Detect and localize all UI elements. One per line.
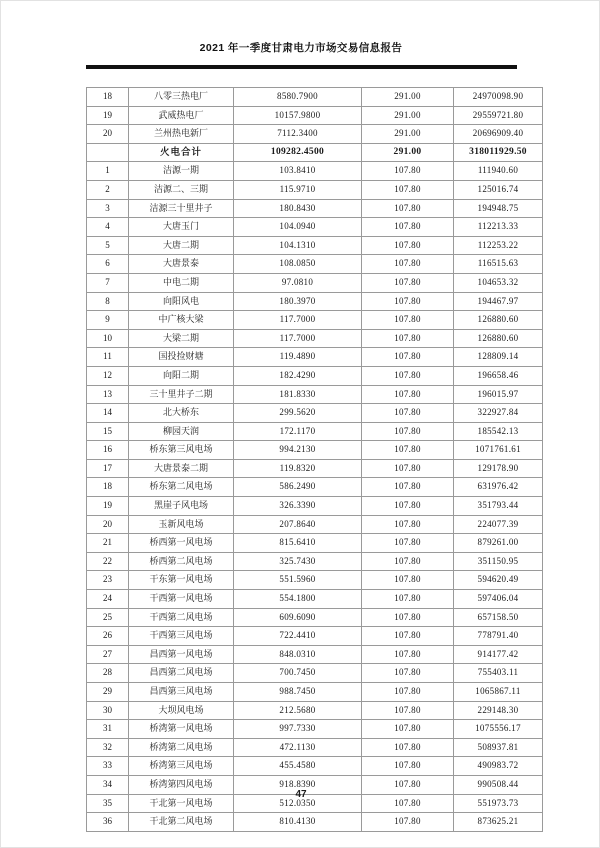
table-row bbox=[87, 813, 543, 832]
table-row bbox=[87, 590, 543, 609]
cell-name: 国投捡财塘 bbox=[129, 348, 234, 367]
table-row bbox=[87, 422, 543, 441]
cell-price: 107.80 bbox=[362, 497, 454, 516]
cell-amount: 29559721.80 bbox=[454, 106, 543, 125]
cell-amount: 129178.90 bbox=[454, 459, 543, 478]
cell-quantity: 207.8640 bbox=[234, 515, 362, 534]
cell-amount: 351793.44 bbox=[454, 497, 543, 516]
cell-index: 9 bbox=[87, 311, 129, 330]
table-row bbox=[87, 366, 543, 385]
table-row bbox=[87, 515, 543, 534]
table-row bbox=[87, 720, 543, 739]
cell-quantity: 299.5620 bbox=[234, 404, 362, 423]
cell-amount: 551973.73 bbox=[454, 794, 543, 813]
cell-amount: 914177.42 bbox=[454, 645, 543, 664]
cell-amount: 1075556.17 bbox=[454, 720, 543, 739]
cell-price: 291.00 bbox=[362, 125, 454, 144]
table-body bbox=[87, 88, 543, 832]
cell-price: 107.80 bbox=[362, 422, 454, 441]
cell-name: 干西第一风电场 bbox=[129, 590, 234, 609]
cell-index: 15 bbox=[87, 422, 129, 441]
cell-name: 武威热电厂 bbox=[129, 106, 234, 125]
table-row bbox=[87, 478, 543, 497]
cell-quantity: 109282.4500 bbox=[234, 143, 362, 162]
table-row bbox=[87, 441, 543, 460]
table-row bbox=[87, 311, 543, 330]
table-row bbox=[87, 329, 543, 348]
cell-index: 27 bbox=[87, 645, 129, 664]
cell-name: 干北第一风电场 bbox=[129, 794, 234, 813]
header-rule bbox=[86, 65, 517, 69]
table-row bbox=[87, 236, 543, 255]
cell-amount: 128809.14 bbox=[454, 348, 543, 367]
cell-price: 107.80 bbox=[362, 664, 454, 683]
cell-name: 黑崖子风电场 bbox=[129, 497, 234, 516]
cell-name: 火电合计 bbox=[129, 143, 234, 162]
cell-amount: 755403.11 bbox=[454, 664, 543, 683]
cell-index: 20 bbox=[87, 515, 129, 534]
table-row bbox=[87, 88, 543, 107]
cell-quantity: 108.0850 bbox=[234, 255, 362, 274]
cell-index: 21 bbox=[87, 534, 129, 553]
table-row bbox=[87, 292, 543, 311]
cell-index: 5 bbox=[87, 236, 129, 255]
cell-price: 291.00 bbox=[362, 106, 454, 125]
cell-amount: 126880.60 bbox=[454, 311, 543, 330]
cell-price: 107.80 bbox=[362, 366, 454, 385]
cell-name: 兰州热电新厂 bbox=[129, 125, 234, 144]
cell-price: 107.80 bbox=[362, 236, 454, 255]
cell-index: 7 bbox=[87, 273, 129, 292]
cell-price: 107.80 bbox=[362, 478, 454, 497]
cell-price: 107.80 bbox=[362, 218, 454, 237]
cell-price: 107.80 bbox=[362, 552, 454, 571]
cell-name: 桥湾第四风电场 bbox=[129, 775, 234, 794]
cell-name: 向阳二期 bbox=[129, 366, 234, 385]
cell-index: 6 bbox=[87, 255, 129, 274]
cell-quantity: 722.4410 bbox=[234, 627, 362, 646]
table-row bbox=[87, 180, 543, 199]
cell-price: 107.80 bbox=[362, 794, 454, 813]
cell-name: 大唐景泰二期 bbox=[129, 459, 234, 478]
cell-amount: 1065867.11 bbox=[454, 683, 543, 702]
cell-amount: 116515.63 bbox=[454, 255, 543, 274]
cell-index: 3 bbox=[87, 199, 129, 218]
cell-price: 107.80 bbox=[362, 273, 454, 292]
cell-amount: 185542.13 bbox=[454, 422, 543, 441]
cell-quantity: 700.7450 bbox=[234, 664, 362, 683]
cell-price: 107.80 bbox=[362, 645, 454, 664]
cell-name: 洁源一期 bbox=[129, 162, 234, 181]
cell-amount: 990508.44 bbox=[454, 775, 543, 794]
cell-name: 桥西第一风电场 bbox=[129, 534, 234, 553]
table-row bbox=[87, 199, 543, 218]
cell-price: 107.80 bbox=[362, 701, 454, 720]
cell-price: 107.80 bbox=[362, 738, 454, 757]
table-row bbox=[87, 255, 543, 274]
cell-price: 107.80 bbox=[362, 404, 454, 423]
cell-index bbox=[87, 143, 129, 162]
cell-index: 20 bbox=[87, 125, 129, 144]
cell-index: 18 bbox=[87, 88, 129, 107]
cell-name: 玉新风电场 bbox=[129, 515, 234, 534]
cell-index: 25 bbox=[87, 608, 129, 627]
cell-amount: 104653.32 bbox=[454, 273, 543, 292]
cell-quantity: 551.5960 bbox=[234, 571, 362, 590]
cell-amount: 126880.60 bbox=[454, 329, 543, 348]
cell-quantity: 117.7000 bbox=[234, 311, 362, 330]
table-row bbox=[87, 534, 543, 553]
table-row bbox=[87, 497, 543, 516]
cell-price: 107.80 bbox=[362, 608, 454, 627]
running-header bbox=[1, 41, 600, 55]
cell-name: 干西第二风电场 bbox=[129, 608, 234, 627]
cell-quantity: 119.4890 bbox=[234, 348, 362, 367]
cell-index: 35 bbox=[87, 794, 129, 813]
cell-price: 107.80 bbox=[362, 348, 454, 367]
cell-amount: 111940.60 bbox=[454, 162, 543, 181]
cell-amount: 194948.75 bbox=[454, 199, 543, 218]
cell-quantity: 455.4580 bbox=[234, 757, 362, 776]
cell-name: 干东第一风电场 bbox=[129, 571, 234, 590]
document-title: 2021 年一季度甘肃电力市场交易信息报告 bbox=[199, 42, 403, 54]
cell-price: 107.80 bbox=[362, 757, 454, 776]
cell-amount: 125016.74 bbox=[454, 180, 543, 199]
cell-name: 大唐玉门 bbox=[129, 218, 234, 237]
cell-quantity: 325.7430 bbox=[234, 552, 362, 571]
cell-amount: 594620.49 bbox=[454, 571, 543, 590]
cell-amount: 112213.33 bbox=[454, 218, 543, 237]
cell-index: 19 bbox=[87, 497, 129, 516]
table-row bbox=[87, 608, 543, 627]
cell-index: 11 bbox=[87, 348, 129, 367]
cell-index: 13 bbox=[87, 385, 129, 404]
table-row bbox=[87, 627, 543, 646]
cell-amount: 508937.81 bbox=[454, 738, 543, 757]
cell-amount: 322927.84 bbox=[454, 404, 543, 423]
cell-amount: 194467.97 bbox=[454, 292, 543, 311]
cell-quantity: 554.1800 bbox=[234, 590, 362, 609]
table-row bbox=[87, 757, 543, 776]
table-row bbox=[87, 571, 543, 590]
cell-amount: 879261.00 bbox=[454, 534, 543, 553]
cell-quantity: 10157.9800 bbox=[234, 106, 362, 125]
cell-index: 32 bbox=[87, 738, 129, 757]
table-row bbox=[87, 404, 543, 423]
cell-name: 中电二期 bbox=[129, 273, 234, 292]
cell-quantity: 918.8390 bbox=[234, 775, 362, 794]
cell-quantity: 104.1310 bbox=[234, 236, 362, 255]
table-row bbox=[87, 162, 543, 181]
cell-amount: 24970098.90 bbox=[454, 88, 543, 107]
table-row bbox=[87, 218, 543, 237]
cell-quantity: 586.2490 bbox=[234, 478, 362, 497]
cell-amount: 873625.21 bbox=[454, 813, 543, 832]
cell-amount: 778791.40 bbox=[454, 627, 543, 646]
cell-name: 大唐景泰 bbox=[129, 255, 234, 274]
cell-name: 北大桥东 bbox=[129, 404, 234, 423]
cell-quantity: 472.1130 bbox=[234, 738, 362, 757]
cell-amount: 224077.39 bbox=[454, 515, 543, 534]
cell-price: 107.80 bbox=[362, 292, 454, 311]
cell-index: 8 bbox=[87, 292, 129, 311]
cell-price: 107.80 bbox=[362, 441, 454, 460]
cell-price: 107.80 bbox=[362, 255, 454, 274]
cell-name: 柳园天润 bbox=[129, 422, 234, 441]
table-row bbox=[87, 106, 543, 125]
cell-amount: 196015.97 bbox=[454, 385, 543, 404]
table-row bbox=[87, 683, 543, 702]
table-row bbox=[87, 459, 543, 478]
cell-quantity: 994.2130 bbox=[234, 441, 362, 460]
table-row bbox=[87, 738, 543, 757]
cell-amount: 112253.22 bbox=[454, 236, 543, 255]
table-row bbox=[87, 385, 543, 404]
cell-index: 16 bbox=[87, 441, 129, 460]
cell-name: 干北第二风电场 bbox=[129, 813, 234, 832]
cell-price: 107.80 bbox=[362, 683, 454, 702]
cell-name: 大唐二期 bbox=[129, 236, 234, 255]
cell-index: 17 bbox=[87, 459, 129, 478]
cell-index: 26 bbox=[87, 627, 129, 646]
cell-quantity: 988.7450 bbox=[234, 683, 362, 702]
cell-price: 107.80 bbox=[362, 515, 454, 534]
cell-index: 29 bbox=[87, 683, 129, 702]
cell-quantity: 7112.3400 bbox=[234, 125, 362, 144]
cell-index: 10 bbox=[87, 329, 129, 348]
cell-price: 107.80 bbox=[362, 590, 454, 609]
cell-name: 大坝风电场 bbox=[129, 701, 234, 720]
cell-name: 大梁二期 bbox=[129, 329, 234, 348]
cell-amount: 597406.04 bbox=[454, 590, 543, 609]
cell-name: 桥东第二风电场 bbox=[129, 478, 234, 497]
cell-name: 洁源二、三期 bbox=[129, 180, 234, 199]
table-row bbox=[87, 273, 543, 292]
cell-quantity: 180.8430 bbox=[234, 199, 362, 218]
table-row bbox=[87, 664, 543, 683]
cell-price: 107.80 bbox=[362, 775, 454, 794]
cell-name: 桥湾第一风电场 bbox=[129, 720, 234, 739]
cell-name: 洁源三十里井子 bbox=[129, 199, 234, 218]
cell-name: 桥湾第三风电场 bbox=[129, 757, 234, 776]
cell-quantity: 8580.7900 bbox=[234, 88, 362, 107]
cell-amount: 20696909.40 bbox=[454, 125, 543, 144]
cell-index: 31 bbox=[87, 720, 129, 739]
table-row bbox=[87, 645, 543, 664]
table-row bbox=[87, 701, 543, 720]
cell-index: 22 bbox=[87, 552, 129, 571]
cell-quantity: 512.0350 bbox=[234, 794, 362, 813]
cell-index: 23 bbox=[87, 571, 129, 590]
cell-name: 三十里井子二期 bbox=[129, 385, 234, 404]
cell-quantity: 212.5680 bbox=[234, 701, 362, 720]
cell-name: 干西第三风电场 bbox=[129, 627, 234, 646]
page-number: 47 bbox=[295, 789, 307, 800]
cell-index: 19 bbox=[87, 106, 129, 125]
header-rule-thin bbox=[86, 68, 517, 69]
cell-name: 八零三热电厂 bbox=[129, 88, 234, 107]
power-plant-settlement-table bbox=[86, 87, 543, 832]
cell-amount: 490983.72 bbox=[454, 757, 543, 776]
cell-price: 107.80 bbox=[362, 534, 454, 553]
cell-price: 107.80 bbox=[362, 720, 454, 739]
cell-index: 14 bbox=[87, 404, 129, 423]
cell-quantity: 119.8320 bbox=[234, 459, 362, 478]
cell-index: 12 bbox=[87, 366, 129, 385]
cell-price: 107.80 bbox=[362, 459, 454, 478]
cell-name: 中广核大梁 bbox=[129, 311, 234, 330]
cell-quantity: 815.6410 bbox=[234, 534, 362, 553]
cell-quantity: 104.0940 bbox=[234, 218, 362, 237]
cell-price: 107.80 bbox=[362, 162, 454, 181]
cell-name: 桥东第三风电场 bbox=[129, 441, 234, 460]
cell-name: 桥湾第二风电场 bbox=[129, 738, 234, 757]
cell-price: 107.80 bbox=[362, 813, 454, 832]
cell-index: 4 bbox=[87, 218, 129, 237]
cell-quantity: 326.3390 bbox=[234, 497, 362, 516]
cell-price: 107.80 bbox=[362, 627, 454, 646]
cell-price: 291.00 bbox=[362, 143, 454, 162]
cell-price: 107.80 bbox=[362, 180, 454, 199]
cell-quantity: 182.4290 bbox=[234, 366, 362, 385]
table-row bbox=[87, 348, 543, 367]
cell-name: 昌西第二风电场 bbox=[129, 664, 234, 683]
cell-index: 30 bbox=[87, 701, 129, 720]
cell-index: 34 bbox=[87, 775, 129, 794]
cell-quantity: 810.4130 bbox=[234, 813, 362, 832]
cell-quantity: 848.0310 bbox=[234, 645, 362, 664]
cell-amount: 631976.42 bbox=[454, 478, 543, 497]
cell-amount: 657158.50 bbox=[454, 608, 543, 627]
cell-index: 18 bbox=[87, 478, 129, 497]
cell-index: 24 bbox=[87, 590, 129, 609]
cell-price: 291.00 bbox=[362, 88, 454, 107]
cell-quantity: 97.0810 bbox=[234, 273, 362, 292]
cell-quantity: 181.8330 bbox=[234, 385, 362, 404]
table-row-total bbox=[87, 143, 543, 162]
cell-price: 107.80 bbox=[362, 329, 454, 348]
cell-quantity: 997.7330 bbox=[234, 720, 362, 739]
cell-price: 107.80 bbox=[362, 571, 454, 590]
cell-quantity: 609.6090 bbox=[234, 608, 362, 627]
cell-index: 36 bbox=[87, 813, 129, 832]
table-row bbox=[87, 125, 543, 144]
cell-price: 107.80 bbox=[362, 199, 454, 218]
table-row bbox=[87, 552, 543, 571]
cell-amount: 318011929.50 bbox=[454, 143, 543, 162]
cell-price: 107.80 bbox=[362, 311, 454, 330]
cell-index: 2 bbox=[87, 180, 129, 199]
cell-quantity: 172.1170 bbox=[234, 422, 362, 441]
cell-index: 33 bbox=[87, 757, 129, 776]
cell-index: 28 bbox=[87, 664, 129, 683]
cell-amount: 229148.30 bbox=[454, 701, 543, 720]
cell-amount: 351150.95 bbox=[454, 552, 543, 571]
cell-index: 1 bbox=[87, 162, 129, 181]
cell-name: 向阳风电 bbox=[129, 292, 234, 311]
cell-quantity: 115.9710 bbox=[234, 180, 362, 199]
cell-amount: 196658.46 bbox=[454, 366, 543, 385]
cell-amount: 1071761.61 bbox=[454, 441, 543, 460]
cell-name: 昌西第三风电场 bbox=[129, 683, 234, 702]
cell-name: 桥西第二风电场 bbox=[129, 552, 234, 571]
cell-quantity: 180.3970 bbox=[234, 292, 362, 311]
cell-name: 昌西第一风电场 bbox=[129, 645, 234, 664]
cell-price: 107.80 bbox=[362, 385, 454, 404]
cell-quantity: 103.8410 bbox=[234, 162, 362, 181]
cell-quantity: 117.7000 bbox=[234, 329, 362, 348]
